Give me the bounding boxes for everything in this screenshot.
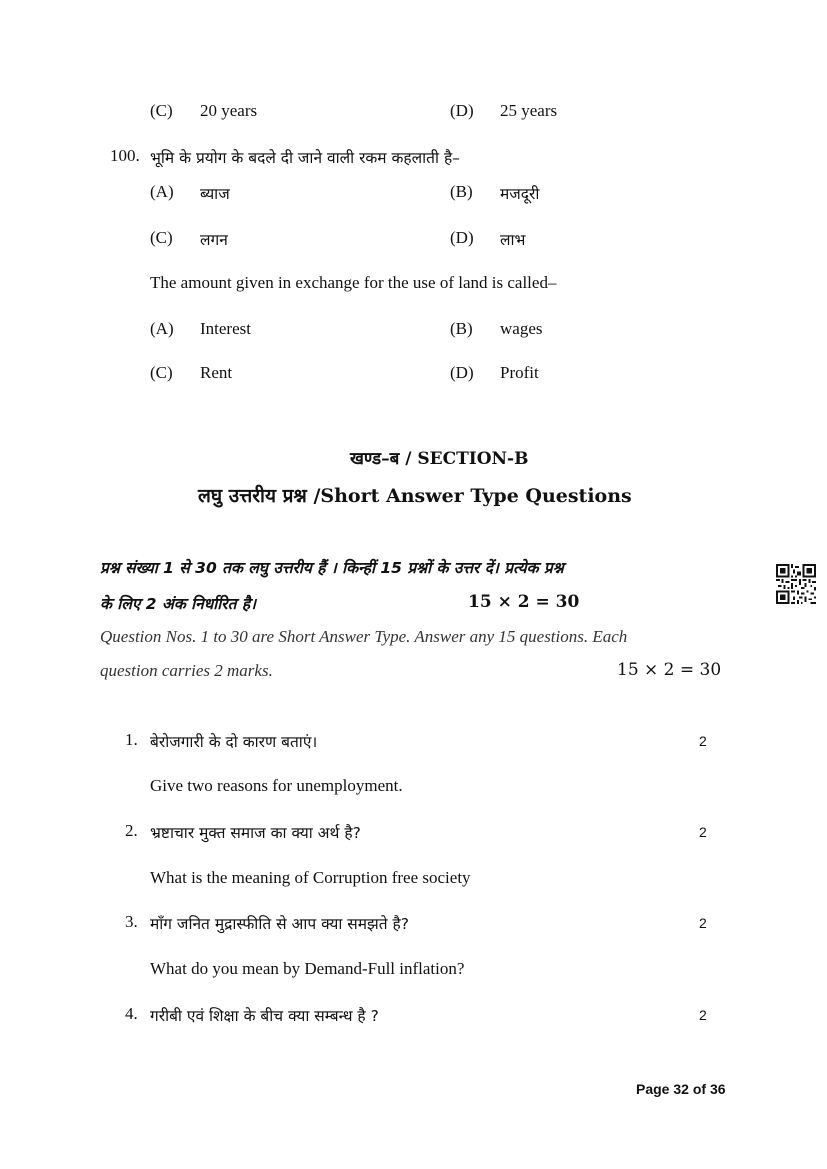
question-text-english: Give two reasons for unemployment.: [150, 776, 403, 795]
option-label: (C): [150, 363, 173, 382]
question-text-hindi: भूमि के प्रयोग के बदले दी जाने वाली रकम कहलाती है–: [150, 149, 460, 167]
question-number: 2.: [125, 821, 138, 840]
option-text: लगन: [200, 231, 228, 249]
option-text: 25 years: [500, 101, 558, 120]
page-number: 32: [673, 1081, 689, 1097]
option-text: ब्याज: [200, 185, 230, 203]
question-number: 1.: [125, 730, 138, 749]
section-subheading: लघु उत्तरीय प्रश्न /Short Answer Type Questions: [198, 485, 632, 507]
of-label: of: [692, 1081, 707, 1097]
page-label: Page: [636, 1081, 670, 1097]
option-text: 20 years: [200, 101, 258, 120]
qr-code-icon: [776, 564, 816, 604]
page-footer: [636, 1081, 726, 1097]
question-text-english: What is the meaning of Corruption free society: [150, 868, 471, 887]
question-text-hindi: गरीबी एवं शिक्षा के बीच क्या सम्बन्ध है ?: [150, 1007, 379, 1025]
question-marks: 2: [699, 824, 707, 840]
option-label: (D): [450, 101, 474, 120]
option-text: Interest: [200, 319, 251, 338]
instructions-english-marks: 15 × 2 = 30: [617, 660, 722, 680]
option-label: (C): [150, 101, 173, 120]
question-number: 4.: [125, 1004, 138, 1023]
question-text-hindi: भ्रष्टाचार मुक्त समाज का क्या अर्थ है?: [150, 824, 361, 842]
option-text: लाभ: [500, 231, 526, 249]
instructions-hindi-line2: के लिए 2 अंक निर्धारित है।: [100, 595, 256, 613]
instructions-english-line1: Question Nos. 1 to 30 are Short Answer Type. Answer any 15 questions. Each: [100, 627, 628, 646]
instructions-hindi-marks: 15 × 2 = 30: [468, 592, 580, 612]
question-text-english: What do you mean by Demand-Full inflation?: [150, 959, 465, 978]
option-text: Rent: [200, 363, 233, 382]
question-text-english: The amount given in exchange for the use of land is called–: [150, 273, 557, 292]
section-heading: खण्ड–ब / SECTION-B: [350, 449, 529, 469]
question-text-hindi: बेरोजगारी के दो कारण बताएं।: [150, 733, 318, 751]
option-label: (D): [450, 228, 474, 247]
instructions-hindi-line1: प्रश्न संख्या 1 से 30 तक लघु उत्तरीय हैं । किन्हीं 15 प्रश्नों के उत्तर दें। प्रत्येक प्रश्न: [100, 559, 564, 577]
option-label: (A): [150, 182, 174, 201]
question-marks: 2: [699, 733, 707, 749]
question-number: 3.: [125, 912, 138, 931]
question-marks: 2: [699, 915, 707, 931]
option-label: (B): [450, 182, 473, 201]
option-label: (B): [450, 319, 473, 338]
instructions-english-line2: question carries 2 marks.: [100, 661, 273, 680]
question-number: 100.: [110, 146, 140, 165]
question-text-hindi: माँग जनित मुद्रास्फीति से आप क्या समझते है?: [150, 915, 409, 933]
option-label: (A): [150, 319, 174, 338]
option-text: मजदूरी: [500, 185, 540, 203]
total-pages: 36: [709, 1081, 726, 1097]
option-text: Profit: [500, 363, 539, 382]
option-text: wages: [500, 319, 543, 338]
option-label: (C): [150, 228, 173, 247]
question-marks: 2: [699, 1007, 707, 1023]
option-label: (D): [450, 363, 474, 382]
